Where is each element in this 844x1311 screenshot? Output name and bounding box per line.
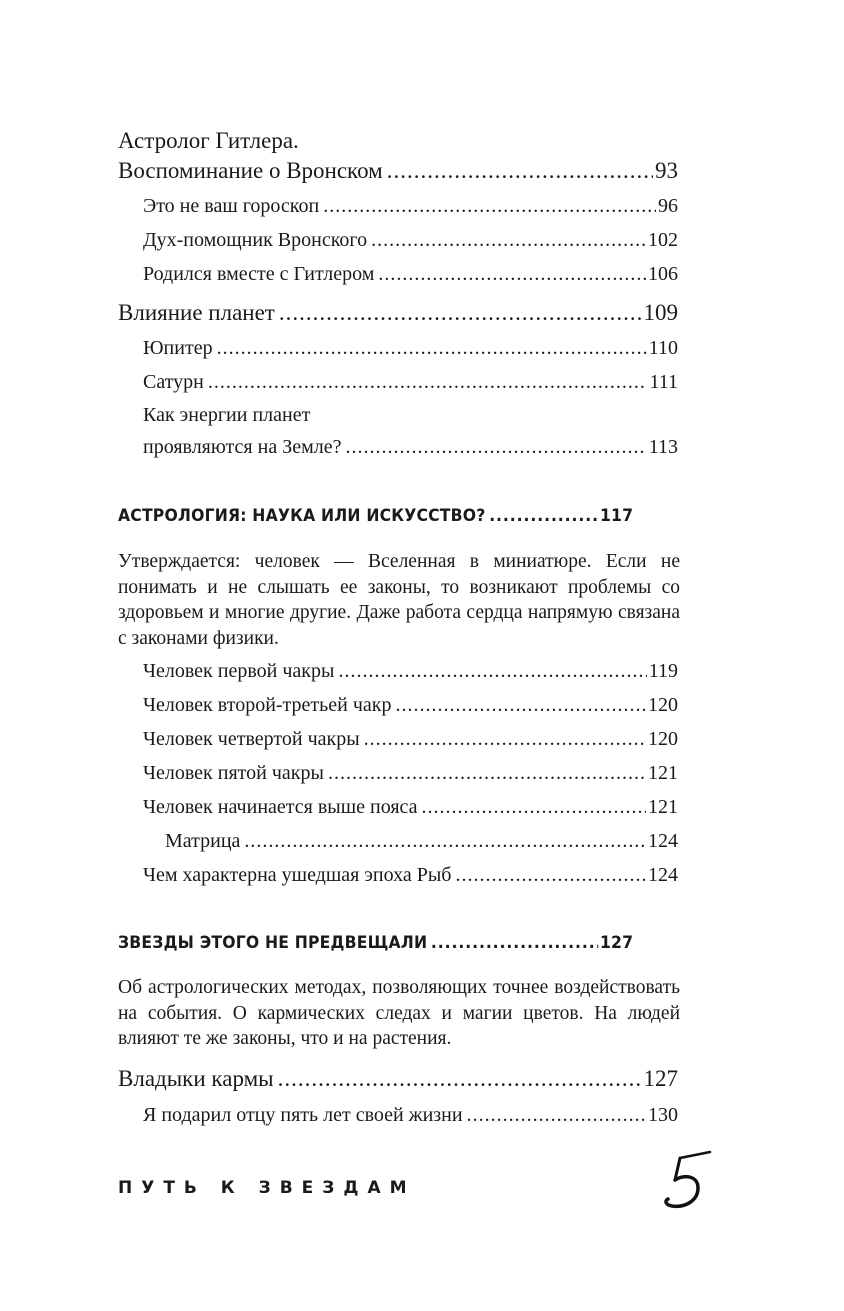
toc-entry-label: Матрица (165, 830, 241, 852)
toc-entry-page: 96 (658, 195, 678, 217)
toc-entry-page: 130 (648, 1104, 678, 1126)
toc-entry-page: 113 (648, 436, 678, 458)
dot-leader (378, 263, 646, 286)
dot-leader (278, 1066, 642, 1092)
toc-entry[interactable] (143, 371, 678, 394)
toc-entry-label: Владыки кармы (118, 1066, 274, 1091)
toc-entry-label: Я подарил отцу пять лет своей жизни (143, 1104, 463, 1126)
toc-entry[interactable] (143, 263, 678, 286)
toc-entry-label: Чем характерна ушедшая эпоха Рыб (143, 864, 452, 886)
toc-entry-page: 124 (648, 864, 678, 886)
toc-entry-label: Человек пятой чакры (143, 762, 324, 784)
dot-leader (217, 337, 647, 360)
dot-leader (422, 796, 646, 819)
section-heading[interactable] (118, 933, 633, 953)
toc-entry[interactable] (143, 436, 678, 459)
section-heading-title: ЗВЕЗДЫ ЭТОГО НЕ ПРЕДВЕЩАЛИ (118, 933, 428, 953)
toc-entry[interactable] (118, 300, 678, 326)
toc-entry-label: Человек второй-третьей чакр (143, 694, 392, 716)
running-footer-title: ПУТЬ К ЗВЕЗДАМ (118, 1178, 416, 1198)
section-summary: Утверждается: человек — Вселенная в миниатюре. Если не понимать и не слышать ее законы, то возникают проблемы со здоровьем и многие другие. Даже работа сердца напрямую связана с законами физики. (118, 551, 680, 649)
toc-entry[interactable] (143, 337, 678, 360)
dot-leader (279, 300, 642, 326)
toc-entry[interactable] (143, 762, 678, 785)
toc-entry-label: Это не ваш гороскоп (143, 195, 320, 217)
dot-leader (338, 660, 646, 683)
toc-entry-label: Родился вместе с Гитлером (143, 263, 375, 285)
toc-entry-page: 110 (648, 337, 678, 359)
section-heading-page: 127 (599, 933, 634, 953)
dot-leader (364, 728, 646, 751)
toc-entry[interactable] (118, 158, 678, 184)
toc-entry[interactable] (143, 694, 678, 717)
section-heading-page: 117 (599, 506, 634, 526)
toc-entry-label: Воспоминание о Вронском (118, 158, 383, 183)
toc-entry-label: Человек начинается выше пояса (143, 796, 418, 818)
toc-entry-label: Юпитер (143, 337, 213, 359)
toc-entry[interactable] (143, 728, 678, 751)
toc-entry-page: 124 (648, 830, 678, 852)
section-heading[interactable] (118, 506, 633, 526)
toc-entry[interactable] (165, 830, 678, 853)
toc-entry[interactable] (143, 195, 678, 218)
toc-entry[interactable] (118, 1066, 678, 1092)
toc-entry[interactable] (143, 796, 678, 819)
dot-leader (346, 436, 647, 459)
toc-entry-page: 121 (648, 796, 678, 818)
toc-entry-label: Дух-помощник Вронского (143, 229, 368, 251)
toc-entry-page: 120 (648, 728, 678, 750)
dot-leader (455, 864, 646, 887)
dot-leader (489, 506, 598, 526)
dot-leader (208, 371, 648, 394)
toc-entry[interactable] (143, 864, 678, 887)
dot-leader (431, 933, 598, 953)
toc-entry-page: 106 (648, 263, 678, 285)
page-number-glyph (660, 1150, 712, 1214)
page-number (660, 1150, 712, 1214)
toc-entry-page: 109 (643, 300, 678, 325)
toc-entry[interactable] (143, 229, 678, 252)
toc-entry-label: Влияние планет (118, 300, 275, 325)
toc-entry-page: 111 (649, 371, 678, 393)
toc-title-line: Астролог Гитлера. (118, 128, 299, 153)
toc-entry-page: 120 (648, 694, 678, 716)
dot-leader (396, 694, 646, 717)
section-heading-title: АСТРОЛОГИЯ: НАУКА ИЛИ ИСКУССТВО? (118, 506, 486, 526)
dot-leader (328, 762, 646, 785)
toc-entry-label-line: Как энергии планет (143, 404, 311, 426)
dot-leader (467, 1104, 646, 1127)
toc-entry[interactable] (143, 660, 678, 683)
toc-entry-label: проявляются на Земле? (143, 436, 342, 458)
toc-entry-page: 127 (643, 1066, 678, 1091)
section-summary: Об астрологических методах, позволяющих точнее воздействовать на события. О кармических следах и магии цветов. На людей влияют те же законы, что и на растения. (118, 977, 680, 1049)
toc-entry-page: 121 (648, 762, 678, 784)
toc-entry[interactable] (143, 1104, 678, 1127)
dot-leader (387, 158, 653, 184)
toc-entry-page: 119 (648, 660, 678, 682)
dot-leader (244, 830, 646, 853)
toc-entry-page: 102 (648, 229, 678, 251)
toc-entry-label: Человек первой чакры (143, 660, 335, 682)
toc-entry-page: 93 (655, 158, 678, 183)
dot-leader (371, 229, 646, 252)
dot-leader (323, 195, 656, 218)
toc-entry-label: Сатурн (143, 371, 204, 393)
toc-entry-label: Человек четвертой чакры (143, 728, 360, 750)
